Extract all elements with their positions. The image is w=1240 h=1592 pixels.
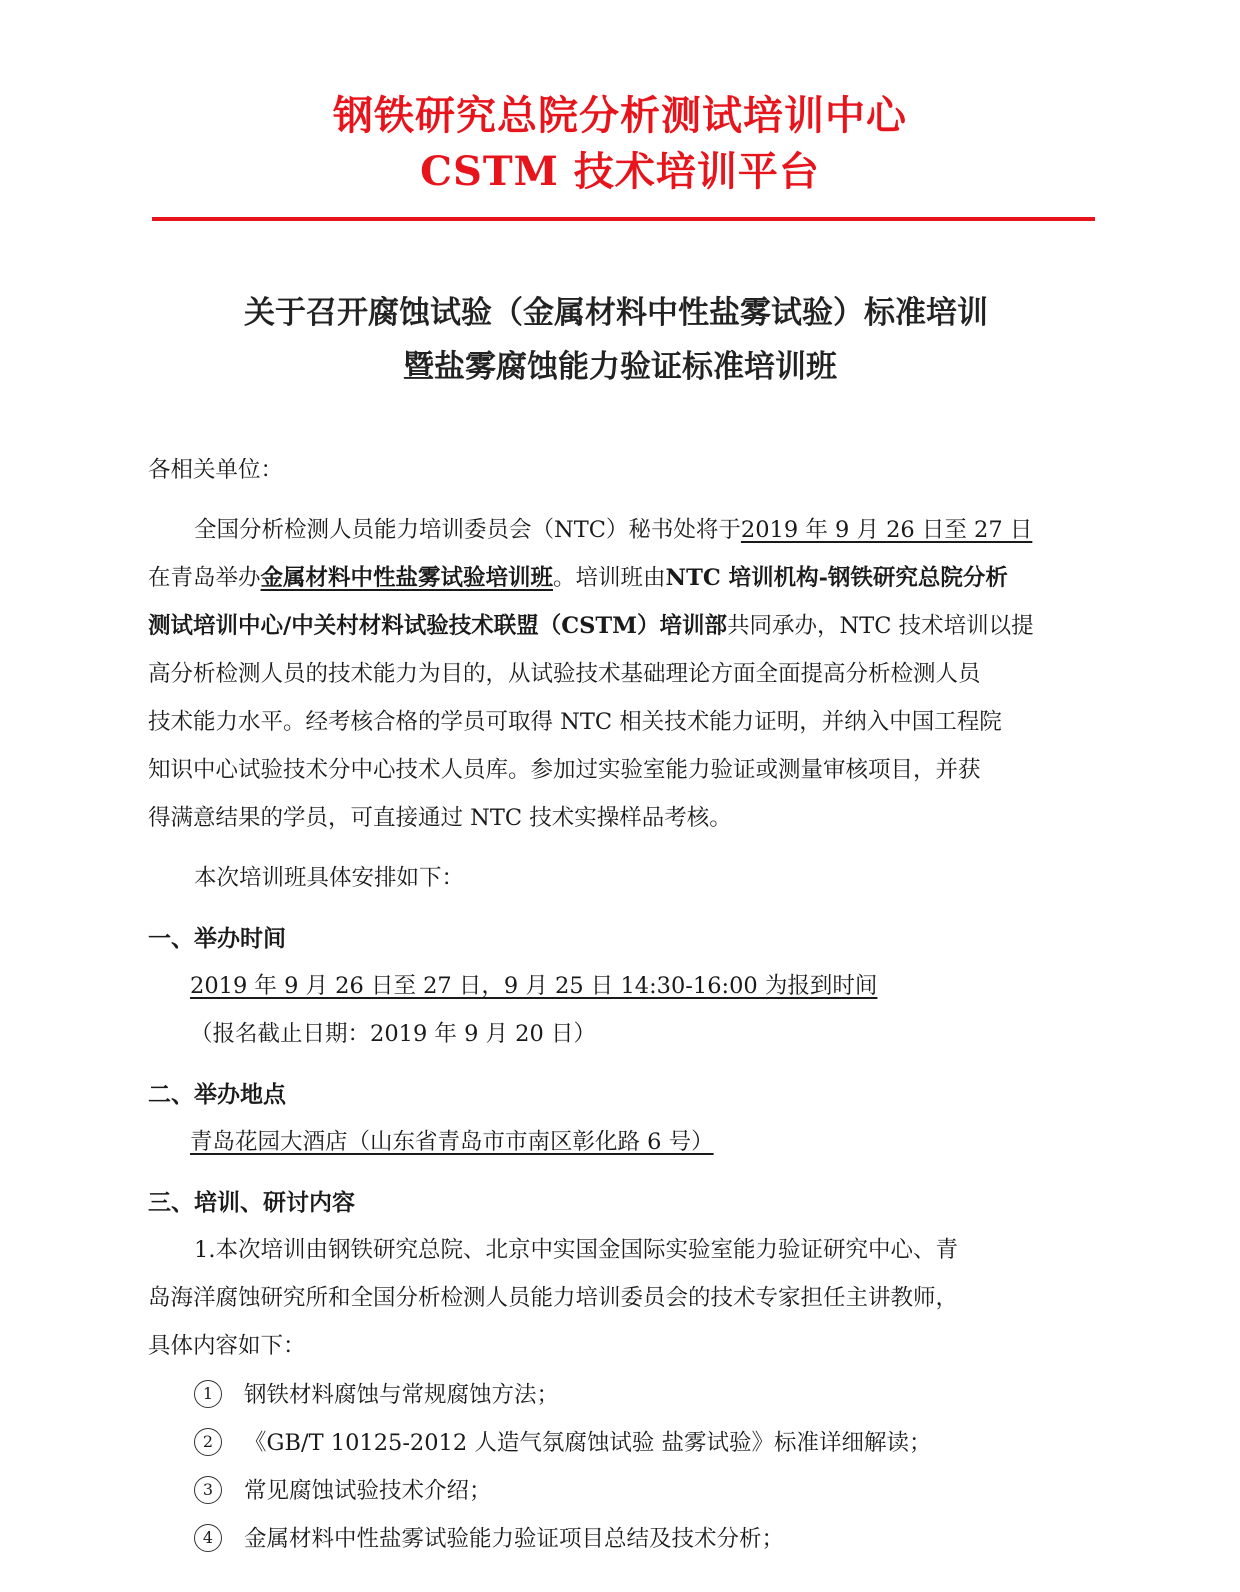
content-para-line-2: 岛海洋腐蚀研究所和全国分析检测人员能力培训委员会的技术专家担任主讲教师， [148, 1285, 959, 1311]
circled-number: 4 [194, 1524, 222, 1552]
course-name: 金属材料中性盐雾试验培训班 [260, 565, 554, 591]
list-item [194, 1526, 784, 1554]
intro-line-3 [148, 615, 1034, 638]
organizer-name: NTC 培训机构-钢铁研究总院分析 [665, 565, 1008, 591]
training-date: 2019 年 9 月 26 日至 27 日 [740, 517, 1033, 543]
intro-line-1 [194, 519, 1032, 542]
list-item [194, 1382, 559, 1410]
intro-line-5: 技术能力水平。经考核合格的学员可取得 NTC 相关技术能力证明，并纳入中国工程院 [148, 709, 1002, 735]
header-red-rule [152, 217, 1095, 221]
section-3-heading: 三、培训、研讨内容 [148, 1189, 355, 1216]
list-item-text: 《GB/T 10125-2012 人造气氛腐蚀试验 盐雾试验》标准详细解读； [244, 1430, 932, 1456]
content-para-line-1: 1.本次培训由钢铁研究总院、北京中实国金国际实验室能力验证研究中心、青 [194, 1237, 958, 1263]
circled-number: 1 [194, 1380, 222, 1408]
list-item-text: 钢铁材料腐蚀与常规腐蚀方法； [244, 1382, 560, 1408]
header-platform-name: CSTM 技术培训平台 [420, 148, 820, 195]
content-para-line-3: 具体内容如下： [148, 1333, 306, 1359]
intro-text: 。培训班由 [553, 565, 666, 591]
venue: 青岛花园大酒店（山东省青岛市市南区彰化路 6 号） [190, 1129, 714, 1155]
circled-number: 3 [194, 1476, 222, 1504]
list-item-text: 常见腐蚀试验技术介绍； [244, 1478, 492, 1504]
training-time: 2019 年 9 月 26 日至 27 日，9 月 25 日 14:30-16:00 为报到时间 [190, 973, 878, 999]
intro-text: 全国分析检测人员能力培训委员会（NTC）秘书处将于 [194, 517, 741, 543]
intro-line-2 [148, 567, 1008, 590]
salutation: 各相关单位： [148, 457, 284, 483]
intro-line-4: 高分析检测人员的技术能力为目的，从试验技术基础理论方面全面提高分析检测人员 [148, 661, 981, 687]
header-org-name: 钢铁研究总院分析测试培训中心 [333, 92, 907, 139]
intro-line-6: 知识中心试验技术分中心技术人员库。参加过实验室能力验证或测量审核项目，并获 [148, 757, 981, 783]
notice-title-line-1: 关于召开腐蚀试验（金属材料中性盐雾试验）标准培训 [244, 295, 988, 331]
notice-title-line-2: 暨盐雾腐蚀能力验证标准培训班 [403, 349, 837, 385]
intro-text: 共同承办，NTC 技术培训以提 [727, 613, 1034, 639]
intro-line-7: 得满意结果的学员，可直接通过 NTC 技术实操样品考核。 [148, 805, 732, 831]
list-item [194, 1478, 492, 1506]
organizer-name-cont: 测试培训中心/中关村材料试验技术联盟（CSTM）培训部 [148, 613, 728, 639]
intro-text: 在青岛举办 [148, 565, 261, 591]
list-item [194, 1430, 932, 1458]
list-item-text: 金属材料中性盐雾试验能力验证项目总结及技术分析； [244, 1526, 785, 1552]
circled-number: 2 [194, 1428, 222, 1456]
registration-deadline: （报名截止日期：2019 年 9 月 20 日） [190, 1021, 596, 1047]
arrangement-lead: 本次培训班具体安排如下： [194, 865, 465, 891]
section-2-heading: 二、举办地点 [148, 1081, 286, 1108]
section-1-heading: 一、举办时间 [148, 925, 286, 952]
